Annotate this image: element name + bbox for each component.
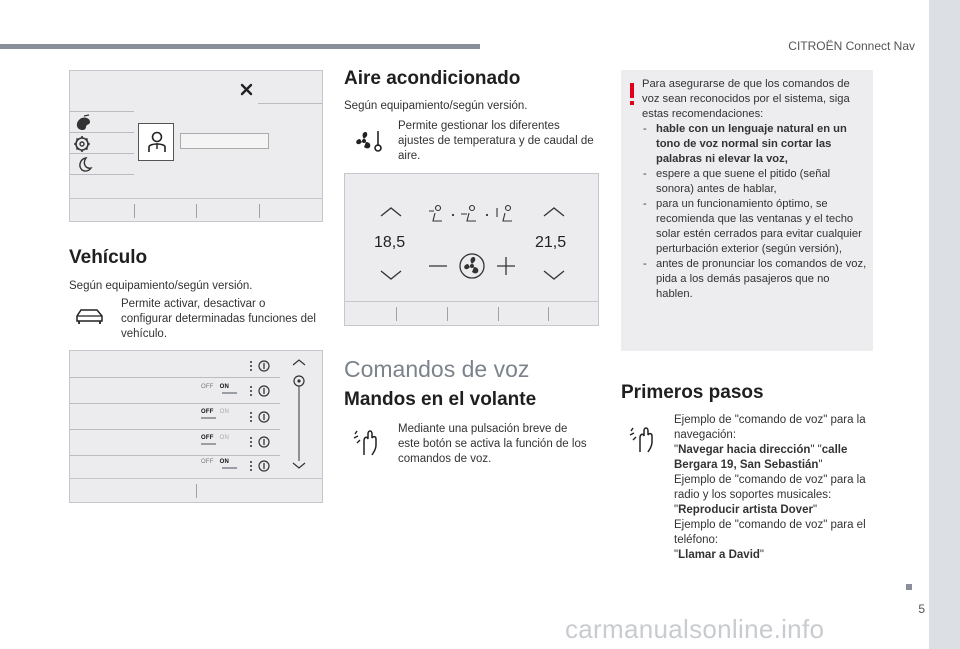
phone-example-command: "Llamar a David" (674, 549, 765, 561)
fan-temperature-icon (353, 128, 385, 154)
air-distribution-icon (427, 205, 519, 225)
steering-controls-desc: Mediante una pulsación breve de este botón se activa la función de los comandos de voz. (398, 423, 587, 465)
alert-icon (630, 83, 634, 98)
info-icon (258, 385, 270, 397)
watermark: carmanualsonline.info (565, 614, 825, 644)
page-marker (906, 584, 912, 590)
climate-screen-illustration (344, 173, 599, 326)
aircon-intro: Según equipamiento/según versión. (344, 100, 528, 112)
temp-up-left-icon (380, 207, 402, 217)
more-icon (249, 385, 253, 397)
moon-icon (76, 157, 92, 173)
settings-screen-illustration (69, 70, 323, 222)
more-icon (249, 411, 253, 423)
vehicle-functions-screen-illustration (69, 350, 323, 503)
side-strip (929, 0, 960, 649)
voice-tips-note (621, 70, 873, 351)
vehicle-title: Vehículo (69, 247, 148, 268)
more-icon (249, 360, 253, 372)
temp-down-right-icon (543, 270, 565, 280)
more-icon (249, 460, 253, 472)
first-steps-examples (674, 413, 874, 563)
temp-up-right-icon (543, 207, 565, 217)
profile-icon (147, 131, 167, 153)
voice-command-icon (628, 422, 658, 454)
header-brand: CITROËN Connect Nav (788, 39, 915, 53)
voice-command-icon (352, 425, 382, 457)
steering-controls-title: Mandos en el volante (344, 389, 537, 410)
header-rule (0, 44, 480, 49)
close-icon (240, 83, 254, 97)
car-icon (75, 307, 105, 325)
aircon-title: Aire acondicionado (344, 68, 521, 89)
radio-example-intro: Ejemplo de "comando de voz" para la radio y los soportes musicales: (674, 474, 866, 501)
toggle-row-4: OFF ON (201, 459, 229, 465)
scrollbar (291, 359, 307, 471)
note-item: - para un funcionamiento óptimo, se recomienda que las ventanas y el techo solar estén cerrados para evitar cualquier perturbación exterior (según versión), (642, 197, 868, 257)
temp-down-left-icon (380, 270, 402, 280)
note-item: - antes de pronunciar los comandos de voz, pida a los demás pasajeros que no hablen. (642, 257, 868, 302)
temperature-left: 18,5 (374, 234, 406, 251)
profile-tile (138, 123, 174, 161)
info-icon (258, 360, 270, 372)
note-intro: Para asegurarse de que los comandos de voz sean reconocidos por el sistema, siga estas recomendaciones: (642, 78, 850, 120)
nav-example-command: "Navegar hacia dirección" "calle Bergara 19, San Sebastián" (674, 444, 848, 471)
first-steps-title: Primeros pasos (621, 382, 764, 403)
page-number: 5 (918, 602, 925, 616)
voice-section-title: Comandos de voz (344, 356, 530, 382)
more-icon (249, 436, 253, 448)
note-item: - espere a que suene el pitido (señal sonora) antes de hablar, (642, 167, 868, 197)
name-field (180, 133, 269, 149)
toggle-row-2: OFF ON (201, 409, 229, 415)
nav-example-intro: Ejemplo de "comando de voz" para la navegación: (674, 414, 866, 441)
info-icon (258, 436, 270, 448)
info-icon (258, 460, 270, 472)
fan-speed-control (427, 252, 519, 282)
vehicle-intro: Según equipamiento/según versión. (69, 280, 253, 292)
aircon-desc: Permite gestionar los diferentes ajustes de temperatura y de caudal de aire. (398, 120, 594, 162)
note-list (642, 122, 868, 302)
toggle-row-1: OFF ON (201, 384, 229, 390)
settings-icon (73, 135, 93, 153)
vehicle-desc: Permite activar, desactivar o configurar determinadas funciones del vehículo. (121, 298, 316, 340)
toggle-row-3: OFF ON (201, 435, 229, 441)
note-item: - hable con un lenguaje natural en un tono de voz normal sin cortar las palabras ni elevar la voz, (642, 122, 868, 167)
info-icon (258, 411, 270, 423)
temperature-right: 21,5 (535, 234, 567, 251)
radio-example-command: "Reproducir artista Dover" (674, 504, 818, 516)
palette-icon (75, 115, 93, 131)
phone-example-intro: Ejemplo de "comando de voz" para el teléfono: (674, 519, 866, 546)
